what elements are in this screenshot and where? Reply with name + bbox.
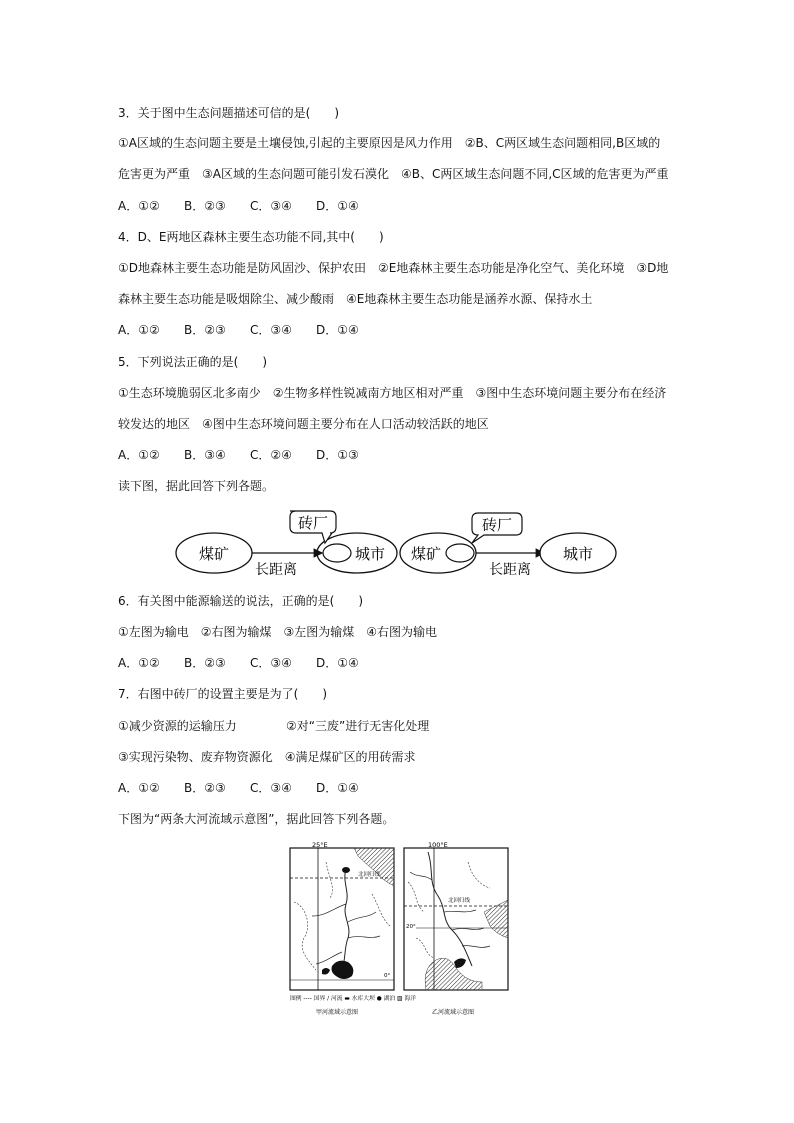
q3-options	[118, 199, 359, 213]
map-legend: 图例 ---- 国界 ∕ 河流 ▬ 水库大坝 ● 湖泊 ▨ 海洋	[290, 996, 416, 1002]
left-equator-label: 0°	[384, 973, 391, 979]
q3-line2: 危害更为严重 ③A区域的生态问题可能引发石漠化 ④B、C两区域生态问题不同,C区域的危害更为严重	[118, 167, 669, 181]
left-distance-label: 长距离	[255, 562, 297, 578]
q7-option-c: C．③④	[250, 781, 292, 795]
q3-stem: 3．关于图中生态问题描述可信的是( )	[118, 106, 339, 120]
q3-option-b: B．②③	[184, 199, 226, 213]
right-coal-mine-label: 煤矿	[410, 545, 442, 563]
right-meridian-label: 100°E	[428, 842, 448, 849]
right-parallel-label: 20°	[406, 924, 416, 930]
river-basin-maps	[286, 842, 512, 1020]
q7-options	[118, 781, 359, 795]
left-basin-map	[290, 842, 394, 990]
left-city-label: 城市	[354, 545, 386, 563]
q5-option-c: C．②④	[250, 448, 292, 462]
q7-option-d: D．①④	[316, 781, 359, 795]
q6-option-c: C．③④	[250, 656, 292, 670]
q6-options	[118, 656, 359, 670]
q7-option-a: A．①②	[118, 781, 160, 795]
right-inner-circle	[446, 544, 474, 562]
intro-maps: 下图为“两条大河流域示意图”，据此回答下列各题。	[118, 812, 395, 826]
right-distance-label: 长距离	[489, 562, 531, 578]
q4-line1: ①D地森林主要生态功能是防风固沙、保护农田 ②E地森林主要生态功能是净化空气、美化环境 ③D地	[118, 261, 669, 275]
q5-options	[118, 448, 359, 462]
right-map-caption: 乙河流域示意图	[432, 1009, 475, 1016]
q5-line2: 较发达的地区 ④图中生态环境问题主要分布在人口活动较活跃的地区	[118, 417, 489, 431]
energy-transport-diagram	[172, 505, 622, 580]
q4-line2: 森林主要生态功能是吸烟除尘、减少酸雨 ④E地森林主要生态功能是涵养水源、保持水土	[118, 292, 593, 306]
q5-option-a: A．①②	[118, 448, 160, 462]
q7-stem: 7．右图中砖厂的设置主要是为了( )	[118, 687, 327, 701]
q7-choice-1: ①减少资源的运输压力	[118, 719, 237, 733]
q7-choice-2: ②对“三废”进行无害化处理	[286, 719, 430, 733]
right-basin-map	[404, 842, 508, 990]
left-inner-circle	[323, 544, 351, 562]
q6-option-a: A．①②	[118, 656, 160, 670]
q6-option-b: B．②③	[184, 656, 226, 670]
q3-line1: ①A区域的生态问题主要是土壤侵蚀,引起的主要原因是风力作用 ②B、C两区域生态问题相同,B区域的	[118, 136, 661, 150]
q7-line1	[118, 719, 429, 733]
q3-option-c: C．③④	[250, 199, 292, 213]
right-brick-label: 砖厂	[481, 516, 513, 534]
left-dam	[342, 867, 350, 873]
q5-line1: ①生态环境脆弱区北多南少 ②生物多样性锐减南方地区相对严重 ③图中生态环境问题主要分布在经济	[118, 386, 667, 400]
intro-diagram: 读下图，据此回答下列各题。	[118, 479, 275, 493]
q4-options	[118, 323, 359, 337]
q5-option-d: D．①③	[316, 448, 359, 462]
left-meridian-label: 25°E	[312, 842, 328, 849]
q4-option-c: C．③④	[250, 323, 292, 337]
q4-stem: 4．D、E两地区森林主要生态功能不同,其中( )	[118, 230, 384, 244]
q7-line2: ③实现污染物、废弃物资源化 ④满足煤矿区的用砖需求	[118, 750, 416, 764]
left-coal-mine-label: 煤矿	[198, 545, 230, 563]
q4-option-b: B．②③	[184, 323, 226, 337]
q4-option-a: A．①②	[118, 323, 160, 337]
q7-option-b: B．②③	[184, 781, 226, 795]
q5-option-b: B．③④	[184, 448, 226, 462]
q3-option-a: A．①②	[118, 199, 160, 213]
right-tropic-label: 北回归线	[448, 898, 471, 904]
q4-option-d: D．①④	[316, 323, 359, 337]
q5-stem: 5．下列说法正确的是( )	[118, 355, 267, 369]
left-brick-label: 砖厂	[297, 514, 329, 532]
q3-option-d: D．①④	[316, 199, 359, 213]
q6-line1: ①左图为输电 ②右图为输煤 ③左图为输煤 ④右图为输电	[118, 625, 438, 639]
left-map-caption: 甲河流域示意图	[316, 1009, 359, 1016]
q6-stem: 6．有关图中能源输送的说法，正确的是( )	[118, 594, 363, 608]
left-tropic-label: 北回归线	[358, 872, 381, 878]
q6-option-d: D．①④	[316, 656, 359, 670]
right-city-label: 城市	[562, 545, 594, 563]
